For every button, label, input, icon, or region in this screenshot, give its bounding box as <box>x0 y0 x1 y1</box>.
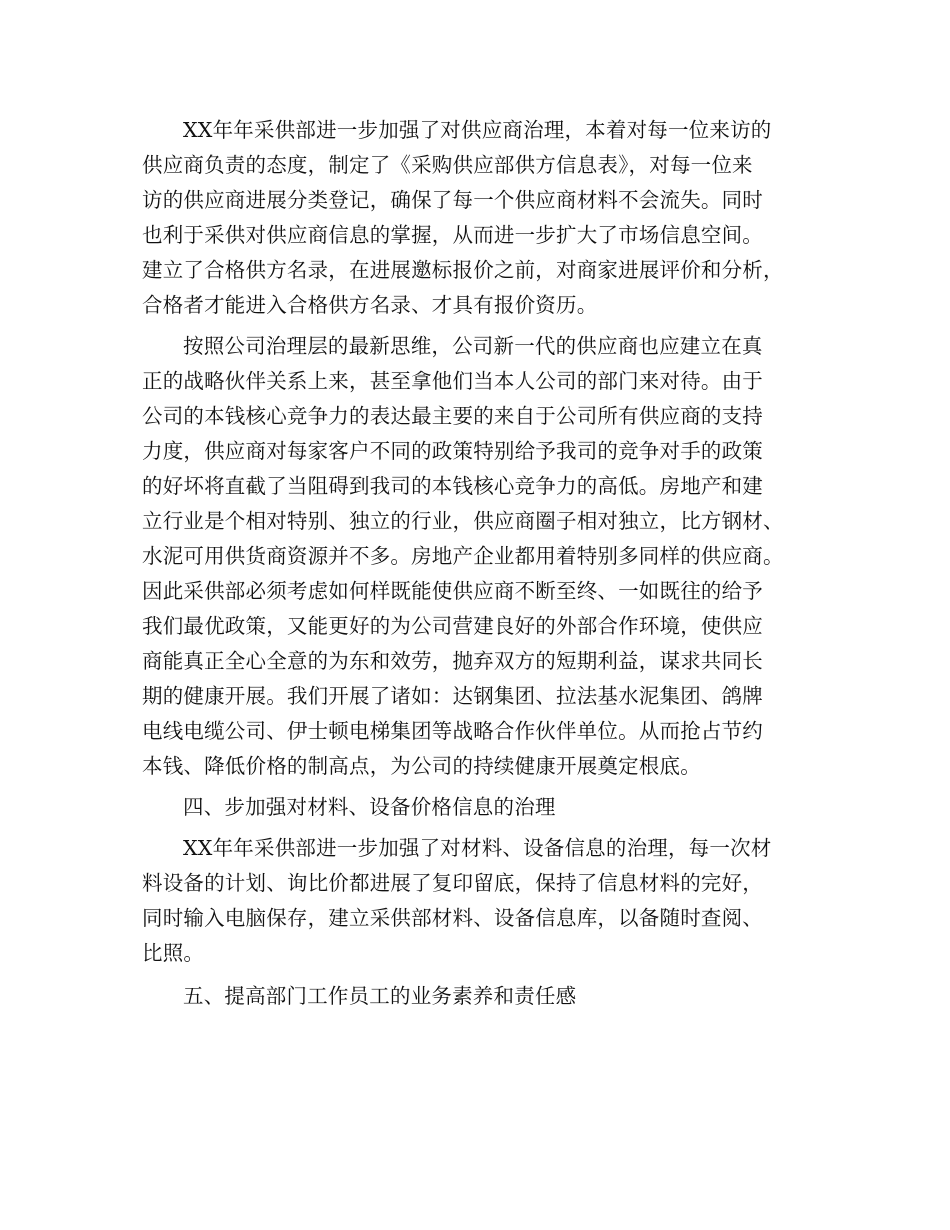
paragraph-line: 立行业是个相对特别、独立的行业，供应商圈子相对独立，比方钢材、 <box>142 509 784 533</box>
paragraph-line: 商能真正全心全意的为东和效劳，抛弃双方的短期利益，谋求共同长 <box>142 649 763 673</box>
section-heading: 四、步加强对材料、设备价格信息的治理 <box>183 795 556 819</box>
paragraph-line: 比照。 <box>142 941 205 965</box>
paragraph-line: 的好坏将直截了当阻碍到我司的本钱核心竞争力的高低。房地产和建 <box>142 474 763 498</box>
paragraph-line: 因此采供部必须考虑如何样既能使供应商不断至终、一如既往的给予 <box>142 579 763 603</box>
paragraph-line: 力度，供应商对每家客户不同的政策特别给予我司的竞争对手的政策 <box>142 439 763 463</box>
paragraph-line: 合格者才能进入合格供方名录、才具有报价资历。 <box>142 293 598 317</box>
paragraph-line: 正的战略伙伴关系上来，甚至拿他们当本人公司的部门来对待。由于 <box>142 369 763 393</box>
section-heading: 五、提高部门工作员工的业务素养和责任感 <box>183 984 577 1008</box>
paragraph-line: 也利于采供对供应商信息的掌握，从而进一步扩大了市场信息空间。 <box>142 223 763 247</box>
paragraph-line: XX年年采供部进一步加强了对供应商治理，本着对每一位来访的 <box>183 118 772 142</box>
paragraph-line: 供应商负责的态度，制定了《采购供应部供方信息表》，对每一位来 <box>142 153 753 177</box>
paragraph-line: 本钱、降低价格的制高点，为公司的持续健康开展奠定根底。 <box>142 754 701 778</box>
paragraph-line: 按照公司治理层的最新思维，公司新一代的供应商也应建立在真 <box>183 334 763 358</box>
paragraph-line: 我们最优政策，又能更好的为公司营建良好的外部合作环境，使供应 <box>142 614 763 638</box>
paragraph-line: 电线电缆公司、伊士顿电梯集团等战略合作伙伴单位。从而抢占节约 <box>142 719 763 743</box>
paragraph-line: 期的健康开展。我们开展了诸如：达钢集团、拉法基水泥集团、鸽牌 <box>142 684 763 708</box>
paragraph-line: 同时输入电脑保存，建立采供部材料、设备信息库，以备随时查阅、 <box>142 906 763 930</box>
paragraph-line: 水泥可用供货商资源并不多。房地产企业都用着特别多同样的供应商。 <box>142 544 784 568</box>
paragraph-line: 访的供应商进展分类登记，确保了每一个供应商材料不会流失。同时 <box>142 188 763 212</box>
paragraph-line: XX年年采供部进一步加强了对材料、设备信息的治理，每一次材 <box>183 836 772 860</box>
paragraph-line: 料设备的计划、询比价都进展了复印留底，保持了信息材料的完好， <box>142 871 763 895</box>
paragraph-line: 建立了合格供方名录，在进展邀标报价之前，对商家进展评价和分析， <box>142 258 784 282</box>
paragraph-line: 公司的本钱核心竞争力的表达最主要的来自于公司所有供应商的支持 <box>142 404 763 428</box>
